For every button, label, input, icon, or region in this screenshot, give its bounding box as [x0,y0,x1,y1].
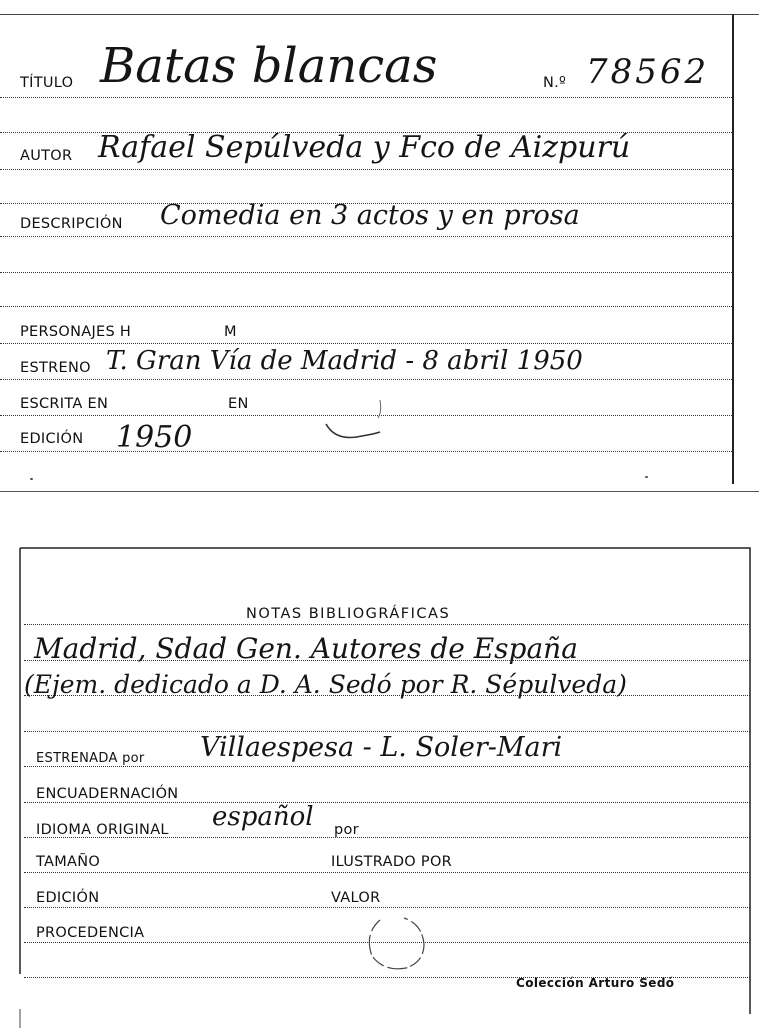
card-top-border [0,14,759,15]
notas-line-1: Madrid, Sdad Gen. Autores de España [34,632,578,665]
edicion-label: EDICIÓN [36,890,100,906]
ruled-line [24,907,750,908]
encuadernacion-label: ENCUADERNACIÓN [36,786,179,802]
ruled-line [0,306,732,307]
speck [30,478,33,480]
estrenada-value: Villaespesa - L. Soler-Mari [200,732,563,763]
idioma-label: IDIOMA ORIGINAL [36,822,169,838]
titulo-label: TÍTULO [20,75,74,91]
titulo-value: Batas blancas [100,38,438,94]
escrita-en-second-label: EN [228,396,249,412]
card-right-border [732,14,734,484]
edicion-label: EDICIÓN [20,431,84,447]
estreno-label: ESTRENO [20,360,91,376]
idioma-por-label: por [334,822,359,838]
ruled-line [24,766,750,767]
valor-label: VALOR [331,890,381,906]
estrenada-label: ESTRENADA por [36,751,145,766]
personajes-m-label: M [224,324,237,340]
coleccion-label: Colección Arturo Sedó [516,976,675,990]
idioma-value: español [212,802,314,832]
autor-value: Rafael Sepúlveda y Fco de Aizpurú [98,130,631,165]
descripcion-value: Comedia en 3 actos y en prosa [160,200,580,231]
ruled-line [0,236,732,237]
notas-line-2: (Ejem. dedicado a D. A. Sedó por R. Sépulveda) [24,670,627,699]
catalog-card-back [0,544,759,1028]
estreno-value: T. Gran Vía de Madrid - 8 abril 1950 [106,346,583,376]
ruled-line [0,97,732,98]
procedencia-label: PROCEDENCIA [36,925,145,941]
descripcion-label: DESCRIPCIÓN [20,216,123,232]
ruled-line [24,624,750,625]
card-bottom-border [0,491,759,492]
ruled-line [0,169,732,170]
personajes-label: PERSONAJES H [20,324,132,340]
pencil-mark [322,398,392,446]
numero-value: 78562 [586,52,710,92]
ruled-line [0,451,732,452]
ruled-line [24,802,750,803]
escrita-en-label: ESCRITA EN [20,396,109,412]
ruled-line [24,872,750,873]
pencil-circle-mark [362,912,432,976]
ruled-line [0,379,732,380]
numero-label: N.º [543,75,567,91]
edicion-value: 1950 [116,420,193,455]
catalog-card-front [0,0,759,492]
speck [645,476,648,478]
ruled-line [0,343,732,344]
ilustrado-label: ILUSTRADO POR [331,854,453,870]
ruled-line [0,272,732,273]
notas-heading: NOTAS BIBLIOGRÁFICAS [246,606,451,622]
autor-label: AUTOR [20,148,73,164]
tamano-label: TAMAÑO [36,854,101,870]
